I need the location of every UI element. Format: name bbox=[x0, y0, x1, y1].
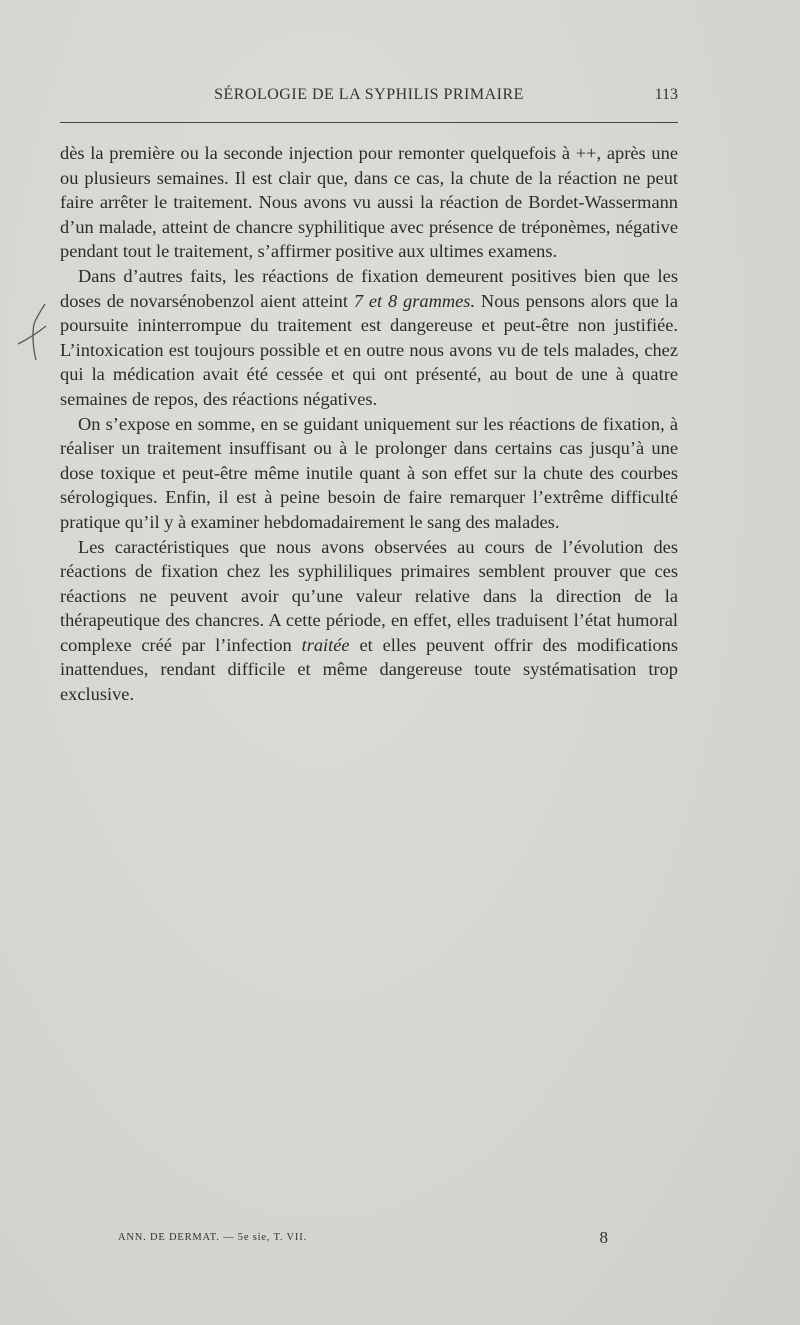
page-footer bbox=[118, 1228, 618, 1250]
text-run: dès la première ou la seconde injection pour remonter quelquefois à ++, après une ou plusieurs semaines. Il est clair que, dans ce cas, la chute de la réaction ne peut faire arrêter le traitement. Nous avons vu aussi la réaction de Bordet-Wassermann d’un malade, atteint de chancre syphilitique avec présence de tréponèmes, négative pendant tout le traitement, s’affirmer positive aux ultimes examens. bbox=[60, 143, 678, 262]
paragraph-4 bbox=[60, 535, 678, 707]
header-rule bbox=[60, 122, 678, 123]
text-run: Dans d’autres faits, les réactions de fixation demeurent positives bien que les doses de novarsénobenzol aient atteint bbox=[60, 265, 678, 311]
text-run: et elles peuvent offrir des modifications inattendues, rendant difficile et même dangereuse toute systématisation trop exclusive. bbox=[60, 634, 678, 705]
paragraph-2 bbox=[60, 264, 678, 412]
italic-text: traitée bbox=[301, 634, 350, 655]
text-run: Nous pensons alors que la poursuite ininterrompue du traitement est dangereuse et peut-être non justifiée. L’intoxication est toujours possible et en outre nous avons vu de tels malades, chez qui la médication avait été cessée et qui ont présenté, au bout de une à quatre semaines de repos, des réactions négatives. bbox=[60, 290, 679, 409]
signature-mark: 8 bbox=[599, 1228, 608, 1247]
page-header bbox=[60, 86, 678, 110]
paragraph-3 bbox=[60, 412, 678, 535]
body-text bbox=[60, 141, 678, 707]
text-run: On s’expose en somme, en se guidant uniquement sur les réactions de fixation, à réaliser un traitement insuffisant ou à le prolonger dans certains cas jusqu’à une dose toxique et peut-être même inutile quant à son effet sur la chute des courbes sérologiques. Enfin, il est à peine besoin de faire remarquer l’extrême difficulté pratique qu’il y à examiner hebdomadairement le sang des malades. bbox=[60, 413, 678, 532]
page-number: 113 bbox=[654, 86, 678, 103]
text-run: Les caractéristiques que nous avons observées au cours de l’évolution des réactions de fixation chez les syphililiques primaires semblent prouver que ces réactions ne peuvent avoir qu’une valeur relative dans la direction de la thérapeutique des chancres. A cette période, en effet, elles traduisent l’état humoral complexe créé par l’infection bbox=[60, 536, 678, 655]
paragraph-1 bbox=[60, 141, 678, 264]
journal-reference: ANN. DE DERMAT. — 5e sie, T. VII. bbox=[118, 1232, 307, 1243]
handwritten-cross-mark bbox=[14, 300, 50, 364]
running-title: SÉROLOGIE DE LA SYPHILIS PRIMAIRE bbox=[214, 86, 524, 103]
italic-text: 7 et 8 grammes. bbox=[353, 290, 476, 311]
